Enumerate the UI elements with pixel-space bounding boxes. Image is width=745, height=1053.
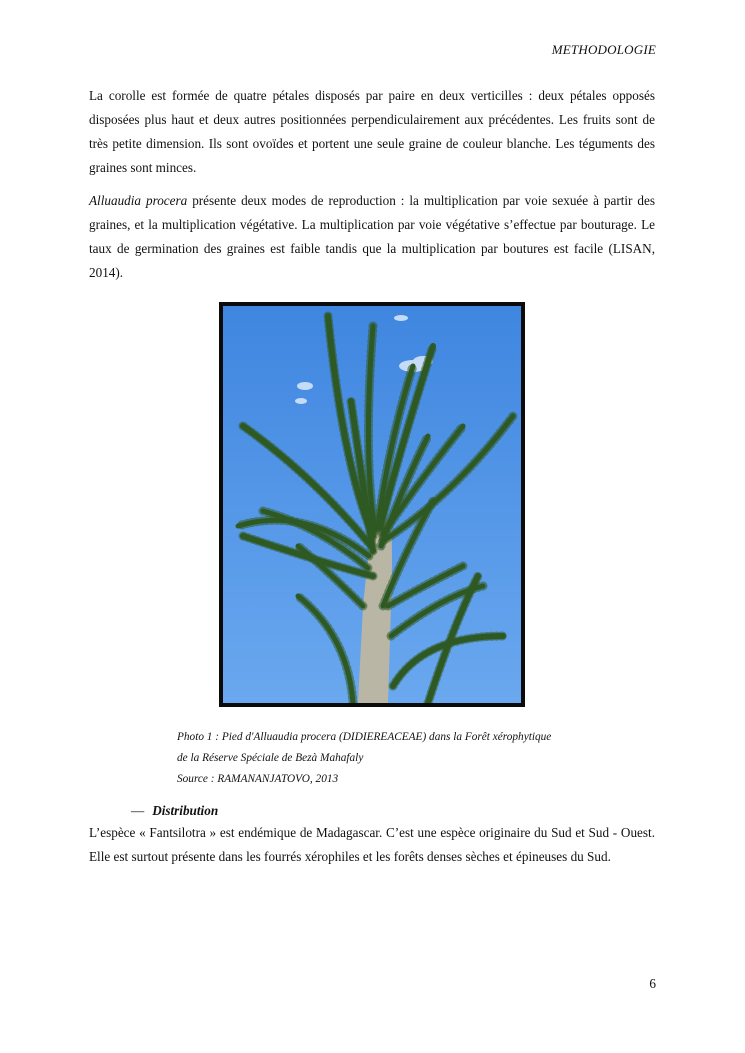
paragraph-corolle: La corolle est formée de quatre pétales disposés par paire en deux verticilles : deux pétales opposés disposées plus haut et deux autres positionnées perpendiculairement aux précédentes. Les fruits sont de très petite dimension. Ils sont ovoïdes et portent une seule graine de couleur blanche. Les téguments des graines sont minces. bbox=[89, 88, 655, 175]
section-title: Distribution bbox=[152, 803, 219, 818]
paragraph-distribution: L’espèce « Fantsilotra » est endémique de Madagascar. C’est une espèce originaire du Sud et Sud - Ouest. Elle est surtout présente dans les fourrés xérophiles et les forêts denses sèches et épineuses du Sud. bbox=[89, 825, 655, 864]
caption-line-1: Photo 1 : Pied d'Alluaudia procera (DIDIEREACEAE) dans la Forêt xérophytique bbox=[177, 731, 552, 743]
alluaudia-photo bbox=[223, 306, 521, 703]
section-heading bbox=[131, 801, 218, 821]
species-name: Alluaudia procera bbox=[89, 193, 188, 208]
photo-caption bbox=[177, 727, 551, 790]
caption-line-2: de la Réserve Spéciale de Bezà Mahafaly bbox=[177, 752, 364, 764]
paragraph-reproduction bbox=[89, 189, 655, 285]
heading-dash: — bbox=[131, 803, 145, 818]
photo-frame bbox=[219, 302, 525, 707]
paragraph-reproduction-text: présente deux modes de reproduction : la multiplication par voie sexuée à partir des graines, et la multiplication végétative. La multiplication par voie végétative s’effectue par bouturage. Le taux de germination des graines est faible tandis que la multiplication par boutures est facile (LISAN, 2014). bbox=[89, 193, 655, 280]
running-header: METHODOLOGIE bbox=[551, 42, 656, 57]
page-number: 6 bbox=[649, 976, 656, 991]
caption-source: Source : RAMANANJATOVO, 2013 bbox=[177, 773, 339, 785]
